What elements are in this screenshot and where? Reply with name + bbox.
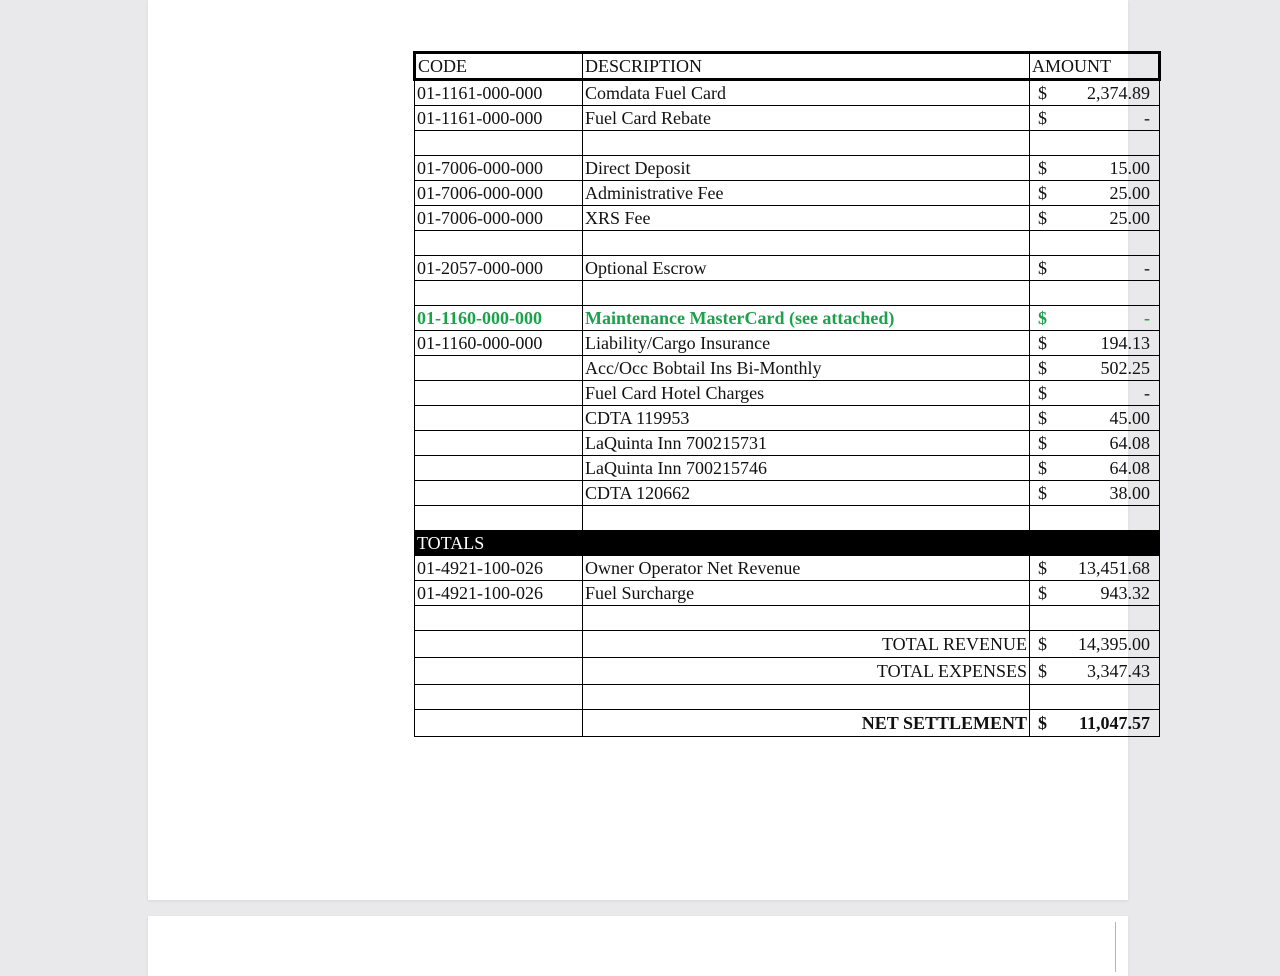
total-revenue-row — [415, 631, 1160, 658]
row-amount — [1030, 106, 1160, 131]
row-amount — [1030, 156, 1160, 181]
amount-value: 502.25 — [1100, 358, 1150, 378]
row-amount — [1030, 556, 1160, 581]
row-amount — [1030, 356, 1160, 381]
row-amount — [1030, 181, 1160, 206]
table-row — [415, 456, 1160, 481]
amount-value: 943.32 — [1100, 583, 1150, 603]
net-settlement-label: NET SETTLEMENT — [583, 710, 1030, 737]
row-description: Acc/Occ Bobtail Ins Bi-Monthly — [583, 356, 1030, 381]
settlement-table — [413, 51, 1161, 737]
blank-row — [415, 506, 1160, 531]
header-description: DESCRIPTION — [583, 53, 1030, 80]
empty-cell — [415, 606, 583, 631]
empty-cell — [415, 631, 583, 658]
row-description: Liability/Cargo Insurance — [583, 331, 1030, 356]
revenue-row — [415, 556, 1160, 581]
row-amount — [1030, 506, 1160, 531]
row-code: 01-4921-100-026 — [415, 556, 583, 581]
row-code: 01-7006-000-000 — [415, 206, 583, 231]
table-row — [415, 331, 1160, 356]
revenue-row — [415, 581, 1160, 606]
row-amount — [1030, 581, 1160, 606]
amount-value: 45.00 — [1109, 408, 1150, 428]
table-row — [415, 356, 1160, 381]
row-description: CDTA 119953 — [583, 406, 1030, 431]
table-row — [415, 181, 1160, 206]
table-row — [415, 256, 1160, 281]
currency-sign: $ — [1038, 108, 1047, 128]
blank-row — [415, 606, 1160, 631]
row-description: Fuel Surcharge — [583, 581, 1030, 606]
net-settlement-amount — [1030, 710, 1160, 737]
amount-value: - — [1144, 258, 1150, 278]
row-description — [583, 281, 1030, 306]
row-amount — [1030, 231, 1160, 256]
row-amount — [1030, 306, 1160, 331]
row-code: 01-1160-000-000 — [415, 306, 583, 331]
table-row — [415, 106, 1160, 131]
empty-cell — [583, 685, 1030, 710]
currency-sign: $ — [1038, 458, 1047, 478]
currency-sign: $ — [1038, 83, 1047, 103]
row-description: XRS Fee — [583, 206, 1030, 231]
amount-value: 25.00 — [1109, 208, 1150, 228]
empty-cell — [415, 710, 583, 737]
amount-value: - — [1144, 108, 1150, 128]
table-row — [415, 80, 1160, 106]
row-code — [415, 281, 583, 306]
amount-value: 194.13 — [1100, 333, 1150, 353]
blank-row — [415, 231, 1160, 256]
row-description: Comdata Fuel Card — [583, 80, 1030, 106]
currency-sign: $ — [1038, 634, 1047, 654]
total-revenue-value: 14,395.00 — [1078, 634, 1150, 654]
row-code — [415, 406, 583, 431]
row-description: Fuel Card Hotel Charges — [583, 381, 1030, 406]
row-code — [415, 456, 583, 481]
empty-cell — [1030, 606, 1160, 631]
currency-sign: $ — [1038, 158, 1047, 178]
row-description: LaQuinta Inn 700215731 — [583, 431, 1030, 456]
amount-value: 38.00 — [1109, 483, 1150, 503]
empty-cell — [1030, 685, 1160, 710]
row-code — [415, 231, 583, 256]
amount-value: 64.08 — [1109, 433, 1150, 453]
row-description: LaQuinta Inn 700215746 — [583, 456, 1030, 481]
row-code — [415, 481, 583, 506]
row-description: Administrative Fee — [583, 181, 1030, 206]
row-description — [583, 506, 1030, 531]
amount-value: - — [1144, 308, 1150, 328]
row-description: Maintenance MasterCard (see attached) — [583, 306, 1030, 331]
page-edge-line — [1115, 922, 1116, 972]
total-expenses-amount — [1030, 658, 1160, 685]
currency-sign: $ — [1038, 661, 1047, 681]
blank-row — [415, 131, 1160, 156]
row-amount — [1030, 481, 1160, 506]
row-description: Optional Escrow — [583, 256, 1030, 281]
row-amount — [1030, 456, 1160, 481]
highlighted-row — [415, 306, 1160, 331]
currency-sign: $ — [1038, 208, 1047, 228]
next-page — [148, 916, 1128, 976]
currency-sign: $ — [1038, 183, 1047, 203]
total-expenses-value: 3,347.43 — [1087, 661, 1150, 681]
row-description — [583, 131, 1030, 156]
amount-value: 2,374.89 — [1087, 83, 1150, 103]
amount-value: 25.00 — [1109, 183, 1150, 203]
row-amount — [1030, 131, 1160, 156]
currency-sign: $ — [1038, 583, 1047, 603]
table-row — [415, 406, 1160, 431]
row-description: Direct Deposit — [583, 156, 1030, 181]
currency-sign: $ — [1038, 258, 1047, 278]
empty-cell — [415, 685, 583, 710]
row-description: Owner Operator Net Revenue — [583, 556, 1030, 581]
table-row — [415, 381, 1160, 406]
amount-value: 13,451.68 — [1078, 558, 1150, 578]
total-expenses-label: TOTAL EXPENSES — [583, 658, 1030, 685]
row-amount — [1030, 406, 1160, 431]
row-code — [415, 356, 583, 381]
row-amount — [1030, 331, 1160, 356]
row-description — [583, 231, 1030, 256]
net-settlement-row — [415, 710, 1160, 737]
currency-sign: $ — [1038, 713, 1047, 733]
currency-sign: $ — [1038, 358, 1047, 378]
totals-bar — [415, 531, 1160, 556]
currency-sign: $ — [1038, 383, 1047, 403]
row-description: CDTA 120662 — [583, 481, 1030, 506]
table-row — [415, 206, 1160, 231]
row-amount — [1030, 206, 1160, 231]
currency-sign: $ — [1038, 483, 1047, 503]
table-row — [415, 481, 1160, 506]
row-code: 01-2057-000-000 — [415, 256, 583, 281]
row-amount — [1030, 256, 1160, 281]
empty-cell — [583, 606, 1030, 631]
row-code: 01-7006-000-000 — [415, 181, 583, 206]
currency-sign: $ — [1038, 308, 1047, 328]
amount-value: 64.08 — [1109, 458, 1150, 478]
row-amount — [1030, 431, 1160, 456]
row-amount — [1030, 80, 1160, 106]
total-revenue-amount — [1030, 631, 1160, 658]
amount-value: 15.00 — [1109, 158, 1150, 178]
blank-row — [415, 685, 1160, 710]
row-code — [415, 431, 583, 456]
currency-sign: $ — [1038, 408, 1047, 428]
header-code: CODE — [415, 53, 583, 80]
row-code: 01-1161-000-000 — [415, 80, 583, 106]
blank-row — [415, 281, 1160, 306]
row-code — [415, 506, 583, 531]
net-settlement-value: 11,047.57 — [1078, 713, 1150, 733]
table-row — [415, 431, 1160, 456]
document-page — [148, 0, 1150, 900]
totals-label: TOTALS — [415, 531, 1160, 556]
currency-sign: $ — [1038, 558, 1047, 578]
row-code: 01-4921-100-026 — [415, 581, 583, 606]
row-description: Fuel Card Rebate — [583, 106, 1030, 131]
row-amount — [1030, 281, 1160, 306]
empty-cell — [415, 658, 583, 685]
currency-sign: $ — [1038, 433, 1047, 453]
row-code — [415, 381, 583, 406]
header-amount: AMOUNT — [1030, 53, 1160, 80]
table-row — [415, 156, 1160, 181]
table-header-row — [415, 53, 1160, 80]
row-amount — [1030, 381, 1160, 406]
row-code: 01-1160-000-000 — [415, 331, 583, 356]
total-expenses-row — [415, 658, 1160, 685]
total-revenue-label: TOTAL REVENUE — [583, 631, 1030, 658]
currency-sign: $ — [1038, 333, 1047, 353]
row-code: 01-1161-000-000 — [415, 106, 583, 131]
row-code: 01-7006-000-000 — [415, 156, 583, 181]
amount-value: - — [1144, 383, 1150, 403]
row-code — [415, 131, 583, 156]
